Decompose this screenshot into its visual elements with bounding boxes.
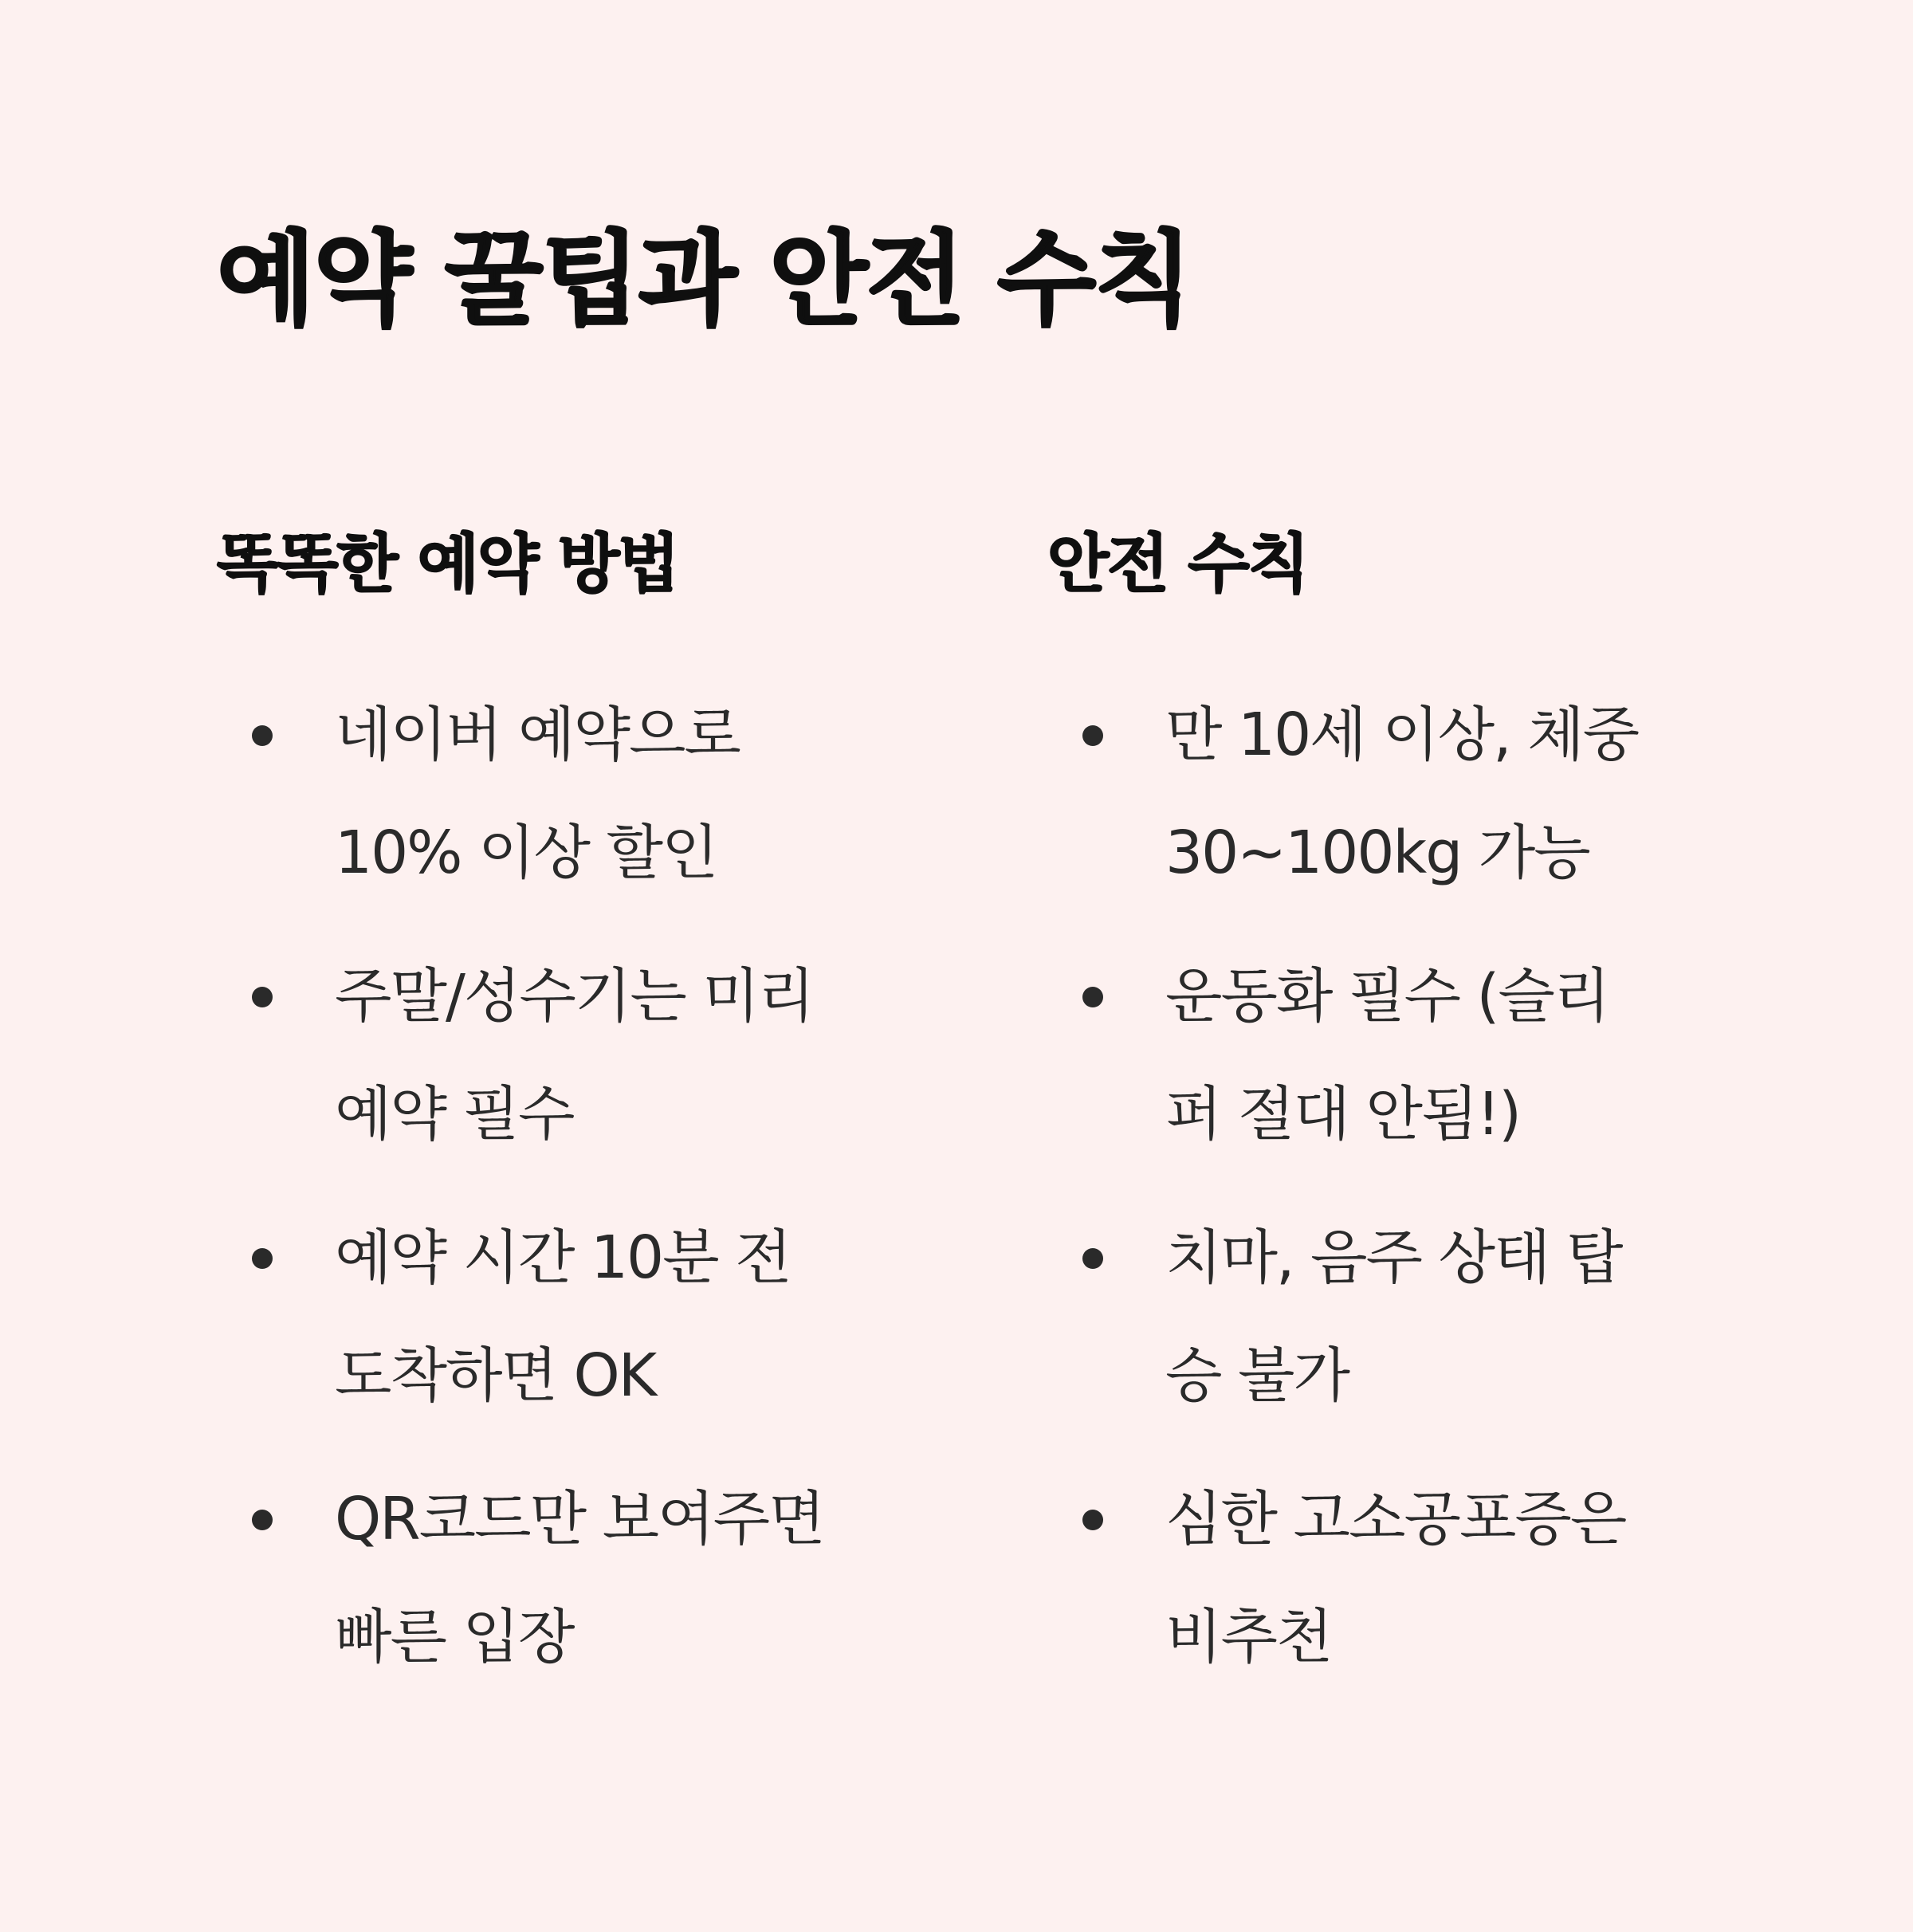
bullet-icon [252, 987, 273, 1007]
list-item [1047, 1199, 1771, 1460]
list-item-text: 운동화 필수 (슬리 퍼 절대 안됨!) [1165, 962, 1609, 1149]
bullet-icon [252, 725, 273, 746]
bullet-icon [252, 1248, 273, 1269]
bullet-icon [1082, 1510, 1103, 1530]
list-item-text: 예약 시간 10분 전 도착하면 OK [335, 1223, 791, 1410]
list-item-text: 네이버 예약으로 10% 이상 할인 [335, 701, 740, 887]
list-item-text: 만 10세 이상, 체중 30~100kg 가능 [1165, 701, 1639, 887]
bullet-icon [1082, 725, 1103, 746]
bullet-icon [1082, 1248, 1103, 1269]
list-item-text: 치마, 음주 상태 탑 승 불가 [1165, 1223, 1622, 1410]
bullet-icon [1082, 987, 1103, 1007]
list-item [217, 1460, 1052, 1722]
list-item [1047, 676, 1771, 937]
booking-tips-list [217, 676, 1052, 1722]
list-item [217, 1199, 1052, 1460]
safety-rules-column [1047, 516, 1765, 1671]
list-item [217, 676, 1052, 937]
safety-rules-heading: 안전 수칙 [1047, 527, 1308, 601]
list-item [1047, 937, 1771, 1199]
list-item-text: 주말/성수기는 미리 예약 필수 [335, 962, 814, 1149]
bullet-icon [252, 1510, 273, 1530]
booking-tips-heading: 똑똑한 예약 방법 [217, 527, 678, 601]
safety-rules-list [1047, 676, 1771, 1722]
booking-tips-column [217, 516, 1014, 1671]
list-item-text: QR코드만 보여주면 빠른 입장 [335, 1485, 824, 1671]
page-title: 예약 꿀팁과 안전 수칙 [217, 221, 1192, 340]
list-item [1047, 1460, 1771, 1722]
list-item-text: 심한 고소공포증은 비추천 [1165, 1485, 1626, 1671]
list-item [217, 937, 1052, 1199]
